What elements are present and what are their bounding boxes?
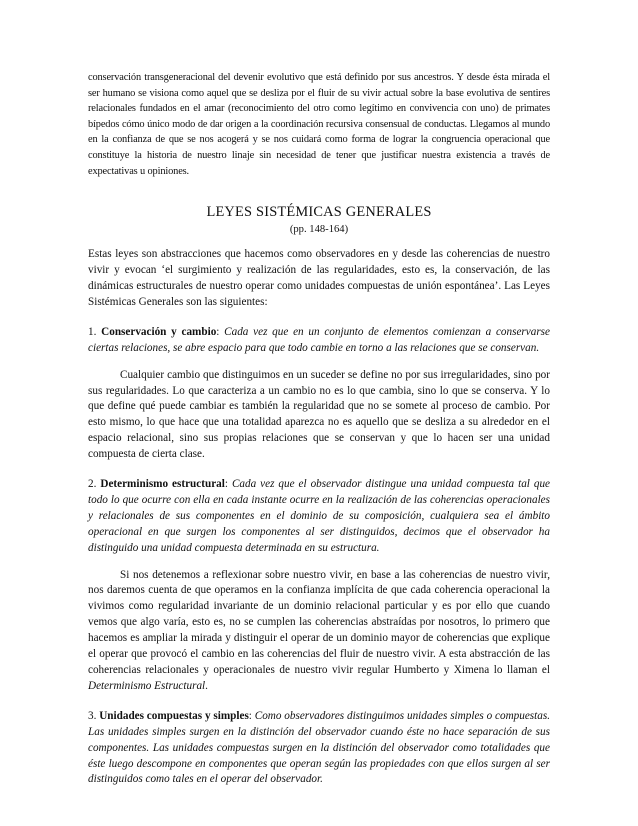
law-3 (88, 709, 550, 789)
law-1-name: Conservación y cambio (101, 325, 217, 338)
law-1 (88, 325, 550, 357)
law-2-number: 2. (88, 478, 97, 491)
law-3-definition: Como observadores distinguimos unidades simples o compuestas. Las unidades simples surgen en la distinción del observador cuando éste no hace separación de sus componentes. Las unidades compuestas surgen en la distinción del observador como totalidades que éste luego descompone en componentes que operan según las propiedades con que ellos surgen al ser distinguidos como tales en el operar del observador. (88, 709, 551, 786)
document-page (88, 70, 550, 788)
law-1-explanation: Cualquier cambio que distinguimos en un suceder se define no por sus irregularidades, sino por sus regularidades. Lo que caracteriza a un cambio no es lo que cambia, sino lo que se conserva. Y lo que define qué puede cambiar es también la regularidad que no se somete al proceso de cambio. Por esto mismo, lo que hace que una totalidad aparezca no es aquello que se desliza a su alrededor en el espacio relacional, sino sus propias relaciones que se conservan y que lo hacen ser una unidad compuesta de cierta clase. (88, 368, 550, 461)
law-2-separator: : (224, 478, 228, 491)
law-1-definition: Cada vez que en un conjunto de elementos comienzan a conservarse ciertas relaciones, se abre espacio para que todo cambie en torno a las relaciones que se conservan. (88, 325, 551, 354)
law-2-explanation-end: . (205, 679, 208, 692)
laws-intro-paragraph: Estas leyes son abstracciones que hacemos como observadores en y desde las coherencias de nuestro vivir y evocan ‘el surgimiento y realización de las regularidades, esto es, la conservación, de las dinámicas estructurales de nuestro operar como unidades compuestas de unión espontánea’. Las Leyes Sistémicas Generales son las siguientes: (88, 248, 550, 308)
section-page-range: (pp. 148-164) (289, 224, 349, 236)
law-2-explanation (88, 568, 550, 695)
law-2 (88, 477, 550, 557)
law-3-number: 3. (88, 709, 97, 722)
intro-paragraph: conservación transgeneracional del devenir evolutivo que está definido por sus ancestros. Y desde ésta mirada el ser humano se visiona como aquel que se desliza por el fluir de su vivir actual sobre la base evolutiva de sentires relacionales fundados en el amar (reconocimiento del otro como legítimo en convivencia con uno) de primates bípedos cómo único modo de dar origen a la coordinación recursiva consensual de conductas. Llegamos al mundo en la confianza de que se nos acogerá y se nos cuidará como forma de lograr la congruencia operacional que constituye la historia de nuestro linaje sin necesidad de tener que justificar nuestra existencia a través de expectativas u opiniones. (88, 72, 550, 177)
law-2-name: Determinismo estructural (100, 478, 225, 491)
law-2-explanation-text: Si nos detenemos a reflexionar sobre nuestro vivir, en base a las coherencias de nuestro vivir, nos daremos cuenta de que operamos en la confianza implícita de que cada coherencia operacional la vivimos como regularidad invariante de un dominio relacional particular y es por ello que cuando vemos que algo varía, esto es, no se cumplen las coherencias abstraídas por nosotros, lo primero que hacemos es ampliar la mirada y distinguir el operar de un dominio mayor de coherencias que explique el operar que provocó el cambio en las coherencias del fluir de nuestro vivir. A esta abstracción de las coherencias relacionales y operacionales de nuestro vivir regular Humberto y Ximena lo llaman el (88, 568, 550, 676)
law-2-explanation-term: Determinismo Estructural (88, 679, 206, 692)
law-3-name: Unidades compuestas y simples (99, 709, 249, 722)
law-1-number: 1. (88, 325, 97, 338)
law-1-separator: : (216, 325, 220, 338)
section-title: LEYES SISTÉMICAS GENERALES (206, 204, 432, 221)
law-3-separator: : (248, 709, 252, 722)
law-2-definition: Cada vez que el observador distingue una unidad compuesta tal que todo lo que ocurre con ella en cada instante ocurre en la realización de las coherencias operacionales y relacionales de sus componentes en el dominio de su composición, cualquiera sea el ámbito operacional en que surgen los componentes al ser distinguidos, decimos que el observador ha distinguido una unidad compuesta determinada en su estructura. (88, 478, 551, 554)
